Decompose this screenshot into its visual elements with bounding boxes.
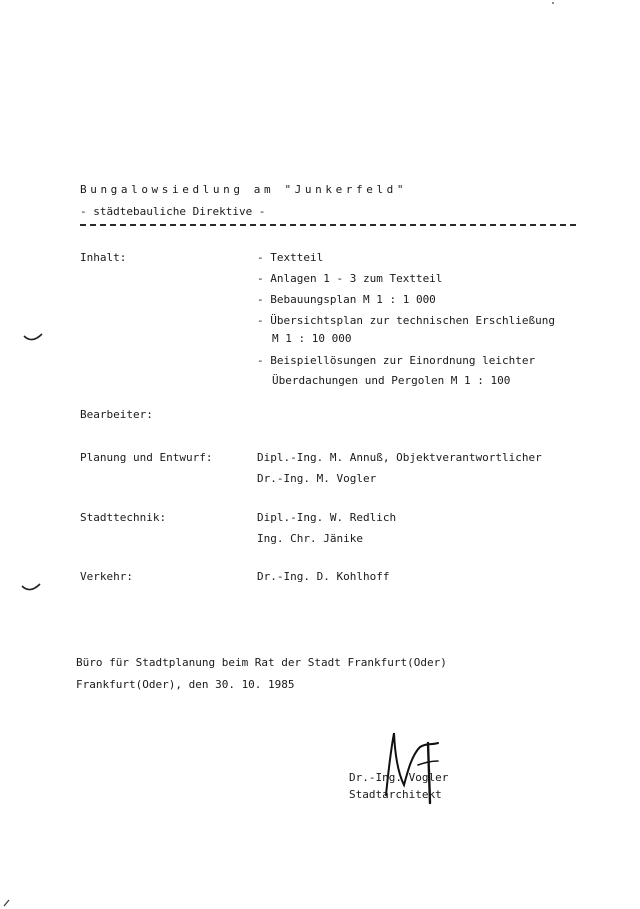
- stadttechnik-name: Ing. Chr. Jänike: [257, 532, 363, 545]
- speck: [552, 2, 554, 4]
- verkehr-name: Dr.-Ing. D. Kohlhoff: [257, 570, 390, 583]
- inhalt-item-continued: Überdachungen und Pergolen M 1 : 100: [272, 374, 511, 387]
- document-subtitle: - städtebauliche Direktive -: [80, 205, 266, 218]
- stadttechnik-name: Dipl.-Ing. W. Redlich: [257, 511, 397, 524]
- planung-name: Dr.-Ing. M. Vogler: [257, 472, 377, 485]
- signatory-name: Dr.-Ing. Vogler: [349, 771, 449, 784]
- planung-name: Dipl.-Ing. M. Annuß, Objektverantwortlicher: [257, 451, 542, 464]
- bearbeiter-label: Bearbeiter:: [80, 408, 153, 421]
- office-line: Büro für Stadtplanung beim Rat der Stadt Frankfurt(Oder): [76, 656, 447, 669]
- inhalt-item: - Anlagen 1 - 3 zum Textteil: [257, 272, 443, 285]
- inhalt-item: - Textteil: [257, 251, 324, 264]
- inhalt-item: - Beispiellösungen zur Einordnung leichter: [257, 354, 536, 367]
- binder-hole-mark-top: [22, 330, 44, 346]
- verkehr-label: Verkehr:: [80, 570, 133, 583]
- inhalt-item: - Bebauungsplan M 1 : 1 000: [257, 293, 436, 306]
- inhalt-item-continued: M 1 : 10 000: [272, 332, 352, 345]
- binder-hole-mark-bottom: [20, 580, 42, 596]
- title-rule: [80, 224, 576, 226]
- stadttechnik-label: Stadttechnik:: [80, 511, 167, 524]
- corner-mark: [2, 898, 12, 908]
- signatory-role: Stadtarchitekt: [349, 788, 442, 801]
- inhalt-label: Inhalt:: [80, 251, 127, 264]
- place-date-line: Frankfurt(Oder), den 30. 10. 1985: [76, 678, 295, 691]
- planung-label: Planung und Entwurf:: [80, 451, 213, 464]
- document-title: Bungalowsiedlung am "Junkerfeld": [80, 183, 408, 196]
- inhalt-item: - Übersichtsplan zur technischen Erschließung: [257, 314, 556, 327]
